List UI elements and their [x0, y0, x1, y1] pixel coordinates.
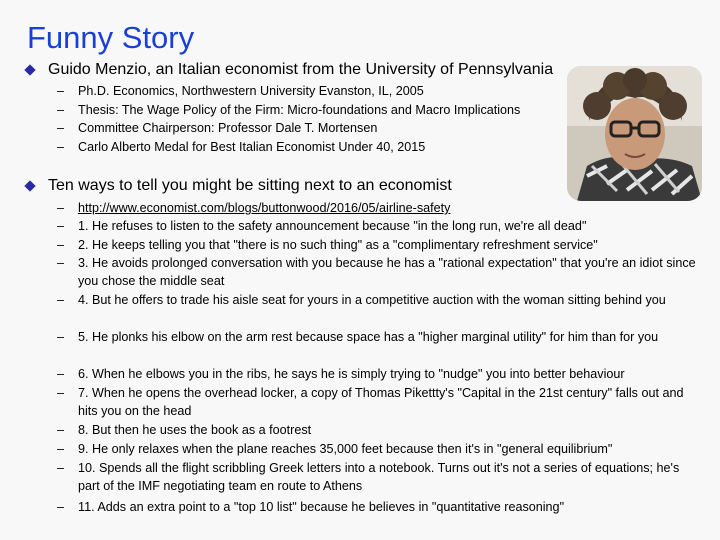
dash-icon: –	[57, 84, 65, 98]
dash-icon: –	[57, 423, 65, 437]
dash-icon: –	[57, 367, 65, 381]
list-item-text: 5. He plonks his elbow on the arm rest because space has a "higher marginal utility" for him than for you	[78, 330, 659, 344]
list-item-text: 9. He only relaxes when the plane reaches 35,000 feet because then it's in "general equilibrium"	[78, 442, 613, 456]
list-item-text: 6. When he elbows you in the ribs, he says he is simply trying to "nudge" you into better behaviour	[78, 367, 625, 381]
bullet-point-2: Ten ways to tell you might be sitting next to an economist	[48, 177, 452, 194]
dash-icon: –	[57, 139, 65, 154]
dash-icon: –	[57, 500, 65, 514]
sub-item-text: Ph.D. Economics, Northwestern University Evanston, IL, 2005	[78, 84, 424, 98]
dash-icon: –	[57, 442, 65, 456]
list-item-text: 7. When he opens the overhead locker, a copy of Thomas Pikettty's "Capital in the 21st century" falls out and hits you on the head	[78, 386, 684, 418]
sub-item-text: Carlo Alberto Medal for Best Italian Economist Under 40, 2015	[78, 139, 426, 154]
dash-icon: –	[57, 293, 65, 307]
dash-icon: –	[57, 201, 65, 215]
dash-icon: –	[57, 256, 65, 270]
list-item-text: 2. He keeps telling you that "there is no such thing" as a "complimentary refreshment service"	[78, 237, 598, 252]
list-item-text: 8. But then he uses the book as a footrest	[78, 423, 312, 437]
dash-icon: –	[57, 121, 65, 135]
list-item-text: 11. Adds an extra point to a "top 10 list" because he believes in "quantitative reasoning"	[78, 500, 565, 514]
sub-item-text: Committee Chairperson: Professor Dale T. Mortensen	[78, 121, 378, 135]
dash-icon: –	[57, 386, 65, 400]
portrait-photo	[567, 66, 702, 201]
sub-item-text: Thesis: The Wage Policy of the Firm: Micro-foundations and Macro Implications	[78, 102, 521, 117]
dash-icon: –	[57, 237, 65, 252]
bullet-point-1: Guido Menzio, an Italian economist from the University of Pennsylvania	[48, 61, 554, 78]
dash-icon: –	[57, 219, 65, 233]
diamond-bullet-icon	[24, 64, 35, 75]
article-link[interactable]: http://www.economist.com/blogs/buttonwood/2016/05/airline-safety	[78, 201, 451, 215]
dash-icon: –	[57, 102, 65, 117]
list-item-text: 3. He avoids prolonged conversation with you because he has a "rational expectation" that you're an idiot since you chose the middle seat	[78, 256, 696, 288]
list-item-text: 4. But he offers to trade his aisle seat for yours in a competitive auction with the woman sitting behind you	[78, 293, 666, 307]
dash-icon: –	[57, 461, 65, 475]
slide-title: Funny Story	[27, 20, 195, 55]
portrait-image	[567, 66, 702, 201]
dash-icon: –	[57, 330, 65, 344]
list-item-text: 10. Spends all the flight scribbling Greek letters into a notebook. Turns out it's not a series of equations; he's part of the IMF negotiating team en route to Athens	[78, 461, 680, 493]
diamond-bullet-icon	[24, 180, 35, 191]
list-item-text: 1. He refuses to listen to the safety announcement because "in the long run, we're all dead"	[78, 219, 587, 233]
